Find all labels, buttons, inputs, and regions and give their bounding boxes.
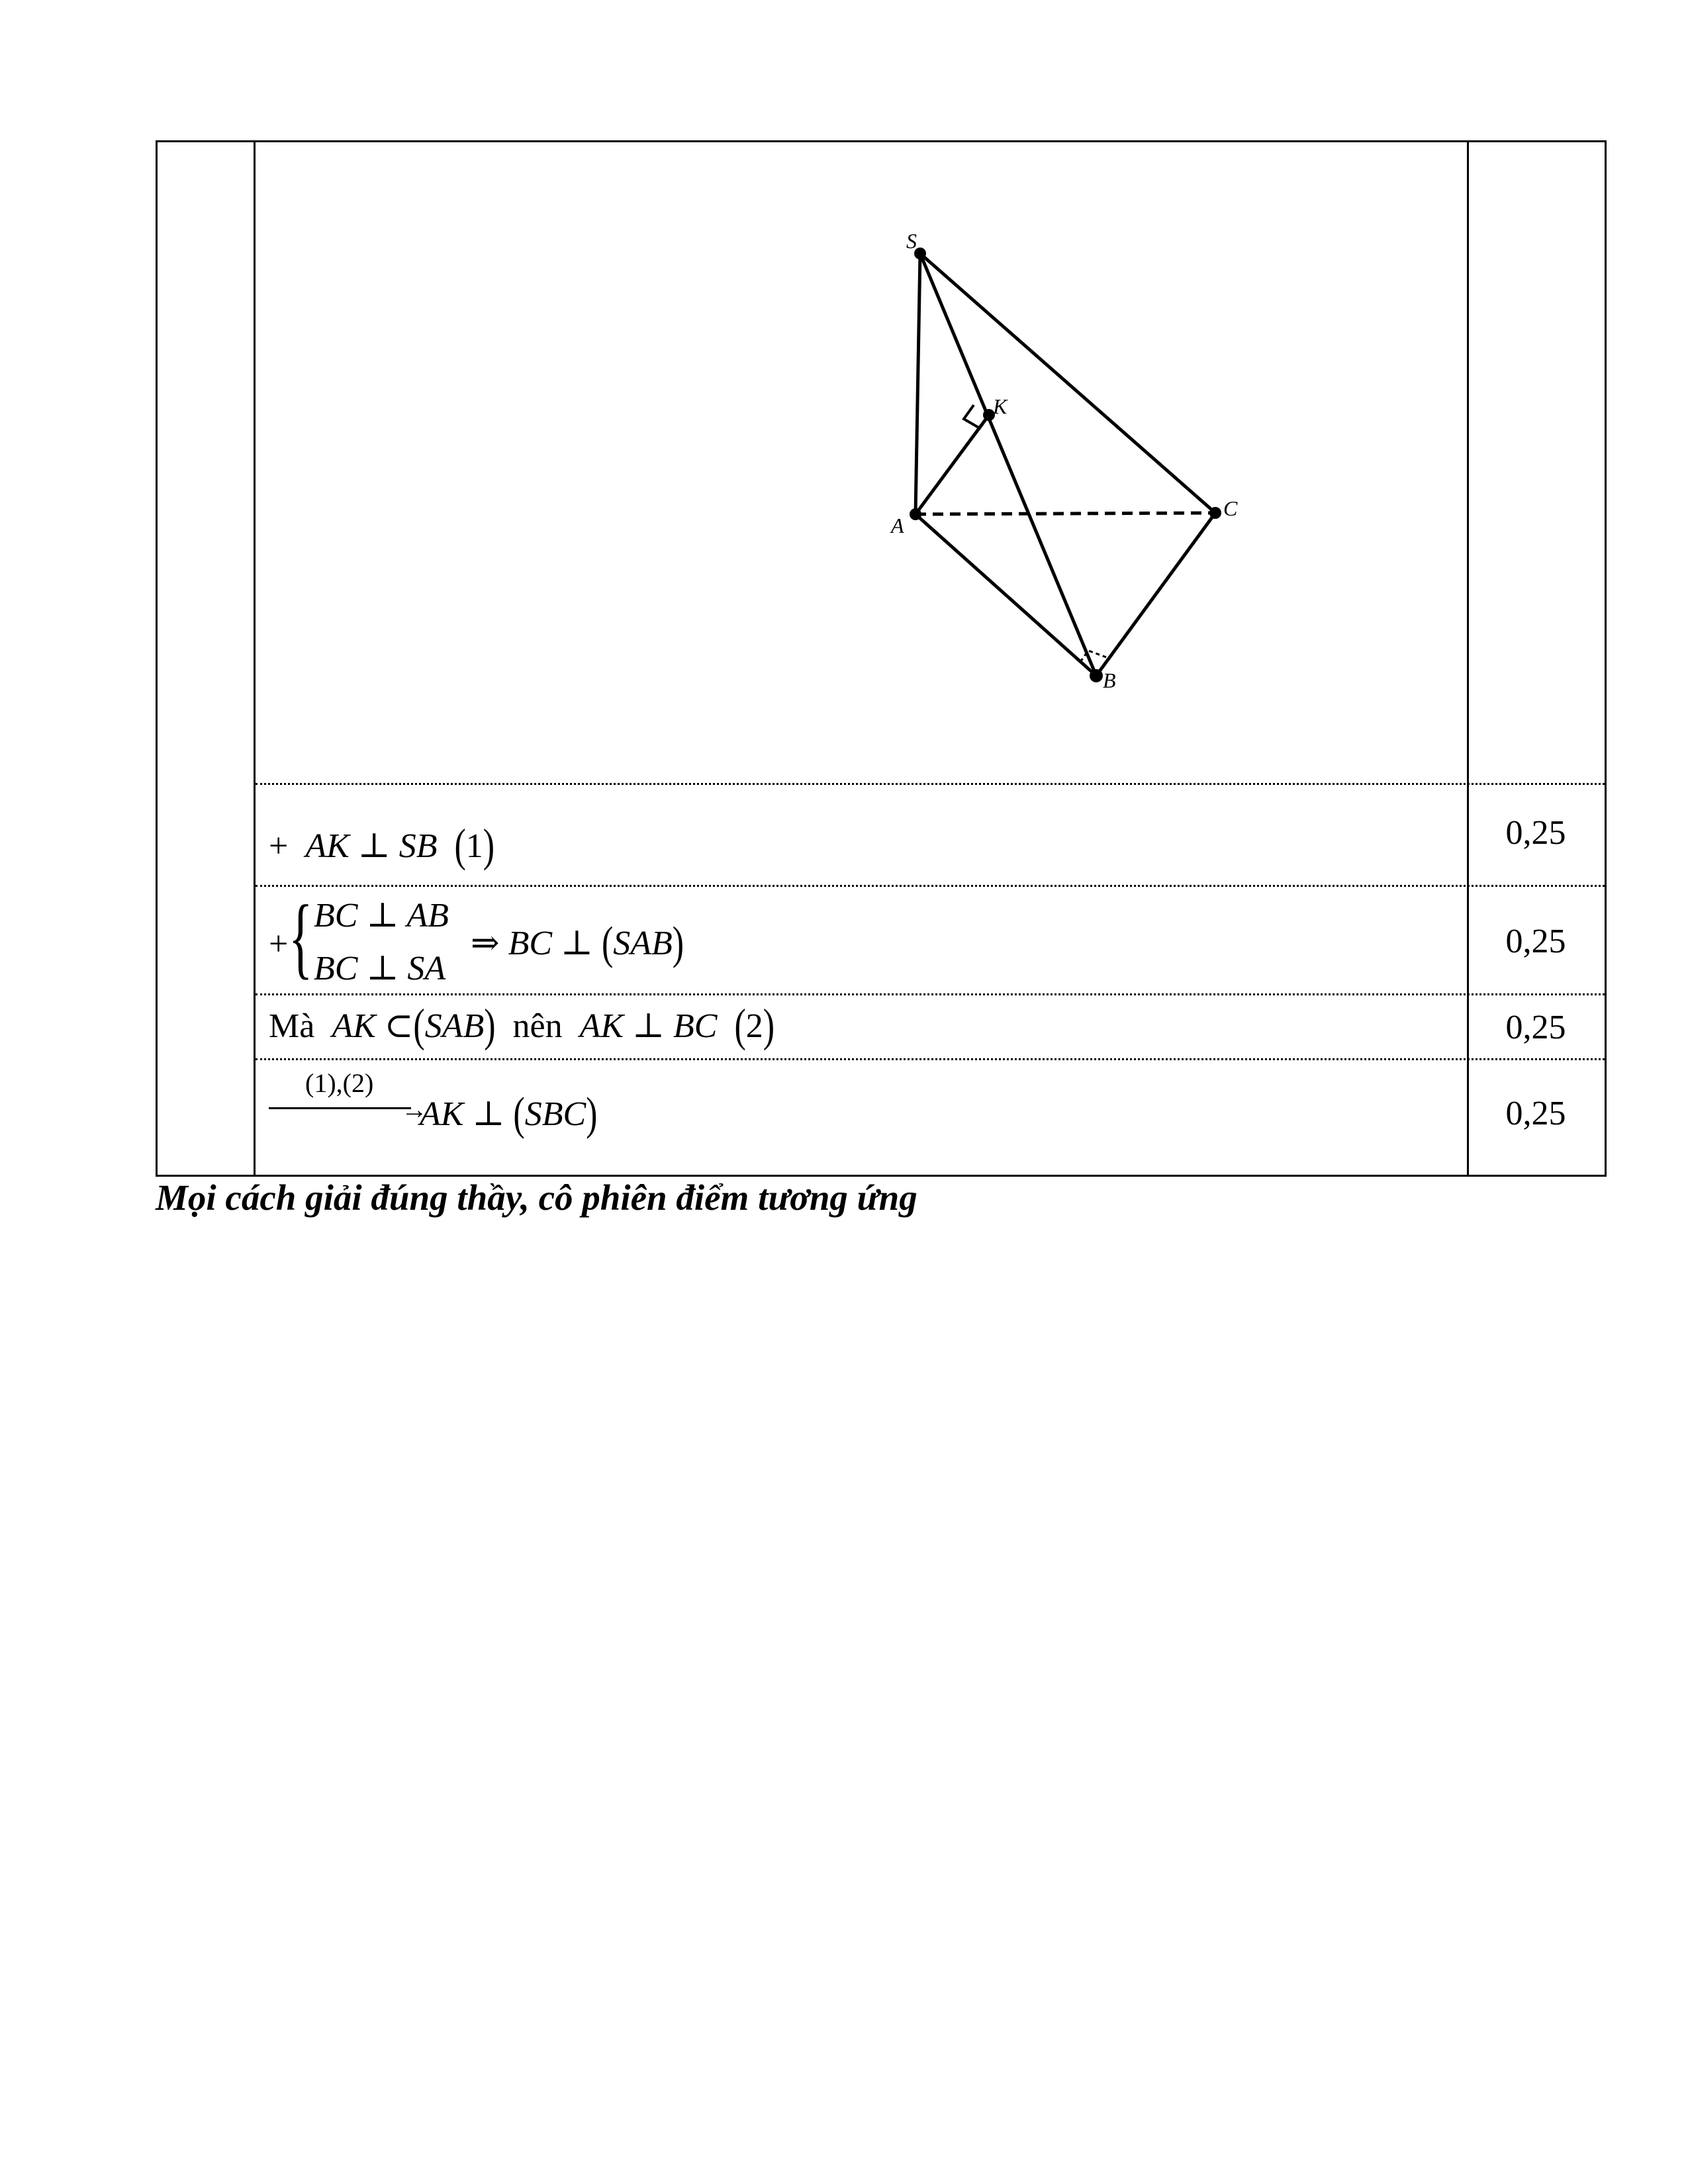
plus-sign: + (269, 827, 289, 865)
score-value: 0,25 (1505, 923, 1566, 960)
implication-arrow-line (269, 1068, 798, 1147)
point-B (1090, 669, 1103, 682)
geometry-figure-cell (256, 142, 1467, 783)
subset-expression: AK ⊂ (332, 1007, 414, 1045)
edge-SB (920, 253, 1096, 676)
edge-AB (915, 514, 1096, 676)
right-angle-mark-B (1080, 651, 1106, 662)
conclusion-lhs: BC ⊥ (508, 925, 593, 962)
math-line-1: + AK ⊥ SB (1) (269, 820, 495, 872)
perp-symbol: ⊥ (357, 827, 391, 865)
arrow-label: (1),(2) (305, 1068, 374, 1098)
label-C: C (1223, 496, 1238, 520)
answer-table (156, 140, 1607, 1177)
score-value: 0,25 (1505, 1095, 1566, 1132)
score-value: 0,25 (1505, 1009, 1566, 1046)
result-lhs: AK ⊥ (420, 1095, 505, 1133)
solution-row-2 (256, 885, 1605, 993)
solution-row-1 (256, 783, 1605, 885)
edge-SA (915, 253, 920, 514)
condition-line-1: BC ⊥ AB (314, 897, 449, 934)
plane-name: SAB (613, 925, 673, 962)
system-of-conditions (269, 886, 865, 989)
solution-row-4 (256, 1058, 1605, 1175)
pyramid-diagram (256, 142, 1471, 783)
solution-row-3 (256, 993, 1605, 1058)
point-A (910, 508, 921, 520)
implies-symbol: ⇒ (471, 925, 500, 962)
grading-note: Mọi cách giải đúng thầy, cô phiên điểm tương ứng (156, 1177, 917, 1218)
segment-AK (915, 415, 989, 514)
label-B: B (1103, 668, 1116, 692)
long-arrow-icon (269, 1107, 411, 1109)
label-K: K (993, 394, 1008, 418)
math-line-3: Mà AK ⊂(SAB) nên AK ⊥ BC (2) (269, 1000, 775, 1052)
plane-name: SBC (524, 1095, 586, 1133)
plus-sign: + (269, 925, 289, 963)
text-connector: nên (512, 1007, 563, 1045)
plane-name: SAB (424, 1007, 485, 1045)
edge-SC (920, 253, 1215, 513)
equation-ref: 2 (745, 1007, 763, 1045)
label-S: S (906, 229, 917, 253)
math-rhs: SB (399, 827, 438, 865)
label-A: A (891, 514, 904, 537)
math-lhs: AK (305, 827, 350, 865)
edge-AC-hidden (915, 513, 1215, 514)
left-brace: { (289, 886, 313, 987)
text-prefix: Mà (269, 1007, 315, 1045)
arrow-head-icon: → (401, 1095, 428, 1124)
final-result: AK ⊥ (SBC) (420, 1089, 598, 1140)
edge-BC (1096, 513, 1215, 676)
condition-line-2: BC ⊥ SA (314, 950, 446, 987)
question-number-column (158, 142, 256, 1175)
conclusion: ⇒ BC ⊥ (SAB) (471, 918, 684, 969)
point-C (1209, 507, 1221, 519)
equation-ref: 1 (465, 827, 483, 865)
perp-expression: AK ⊥ BC (579, 1007, 718, 1045)
score-value: 0,25 (1505, 814, 1566, 852)
